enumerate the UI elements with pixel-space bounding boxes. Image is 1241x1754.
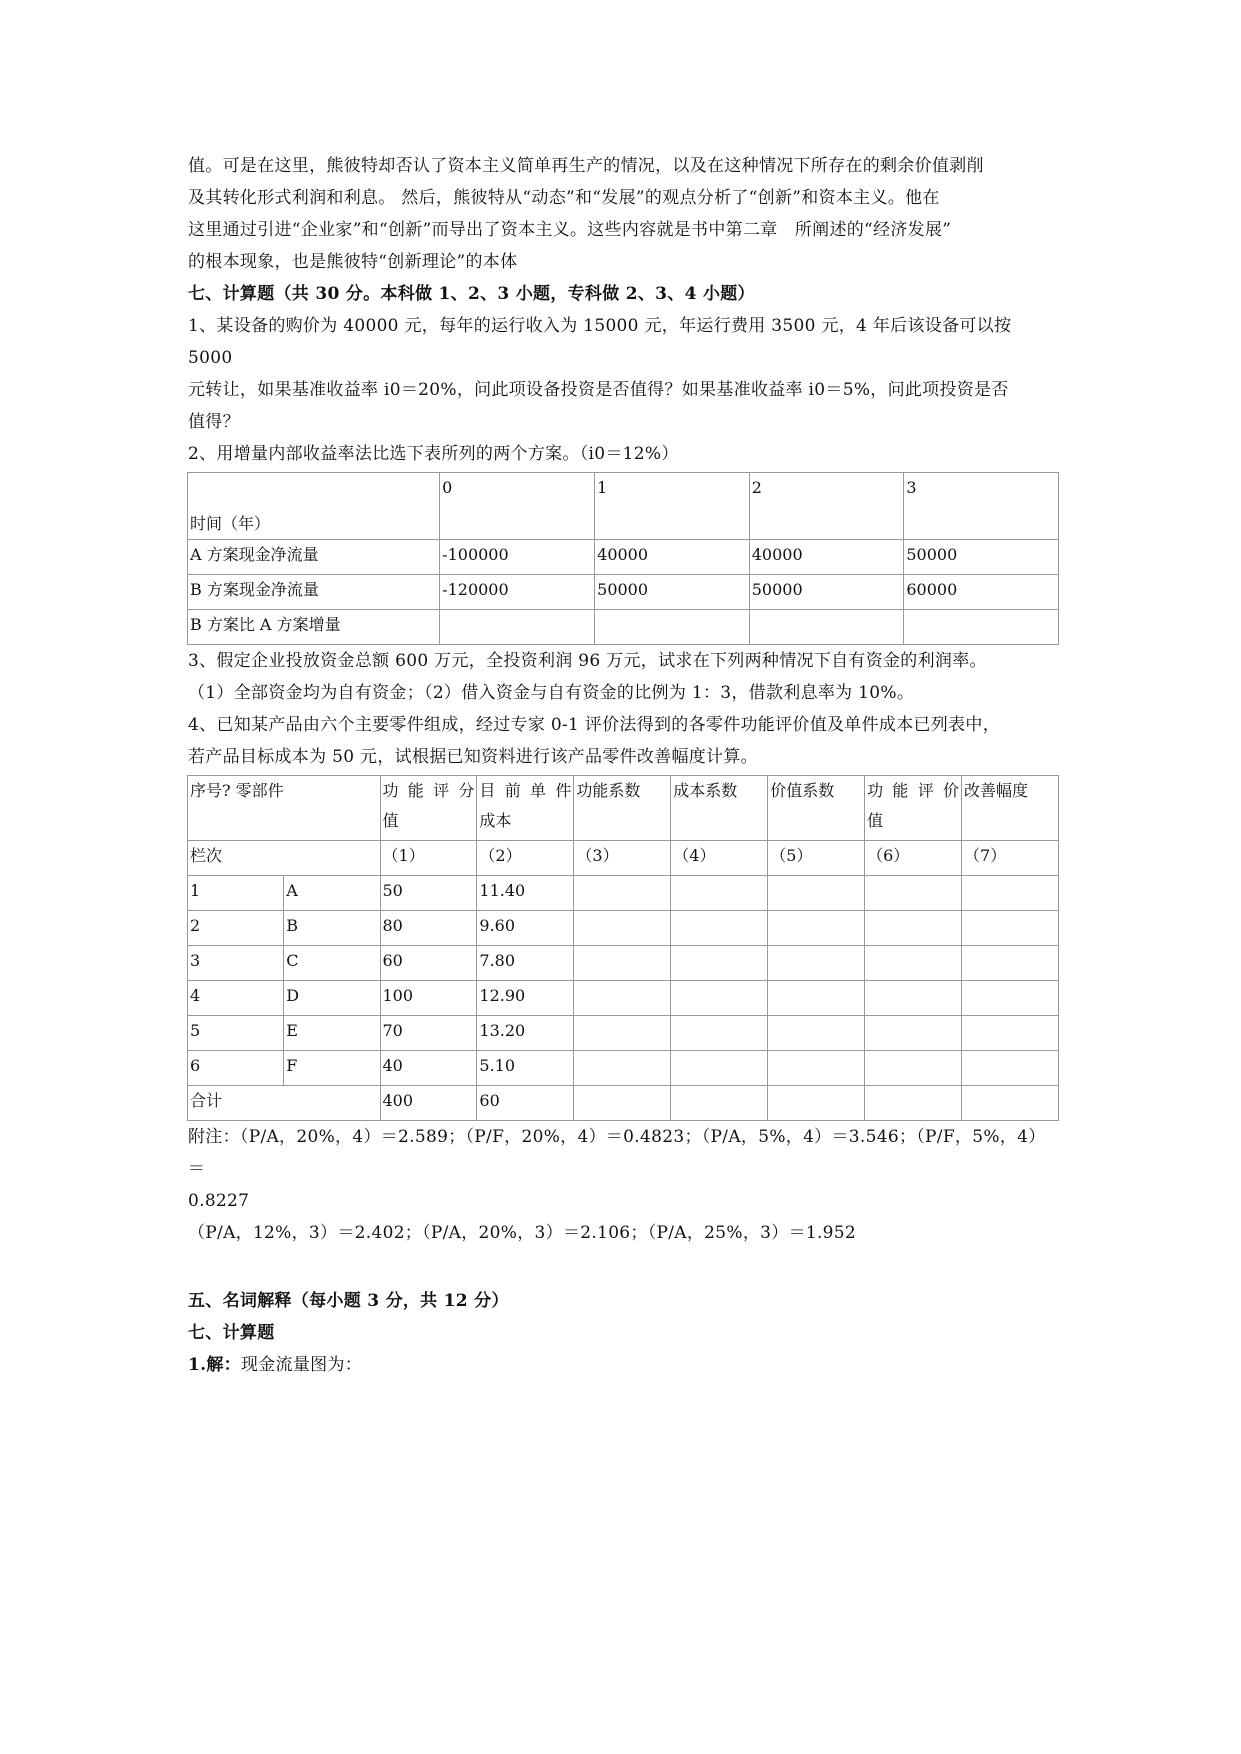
spacer [188, 1249, 1058, 1285]
table-cell: A [284, 876, 380, 911]
table-cell: 60 [380, 946, 477, 981]
table-cell: 3 [188, 946, 284, 981]
table-cell [865, 981, 962, 1016]
table-cell [962, 1051, 1059, 1086]
table-cell [574, 946, 671, 981]
table-cell: 50000 [595, 575, 750, 610]
table-cell: 60000 [904, 575, 1059, 610]
table-cell: 价值系数 [768, 776, 865, 841]
table-cell [574, 911, 671, 946]
table-row [188, 776, 1059, 841]
table-cell: 1 [595, 473, 750, 540]
table-row [188, 473, 1059, 540]
answer-1-number: 1.解： [188, 1355, 241, 1375]
table-cell: 40000 [595, 540, 750, 575]
table-cell [865, 946, 962, 981]
table-cell: 功 能 评 价 值 [865, 776, 962, 841]
table-cell [962, 946, 1059, 981]
question-3-line: （1）全部资金均为自有资金；（2）借入资金与自有资金的比例为 1：3，借款利息率为 10%。 [188, 683, 915, 703]
table-cell: B 方案比 A 方案增量 [188, 610, 440, 645]
table-cell: 50000 [904, 540, 1059, 575]
table-cell: 2 [188, 911, 284, 946]
section-heading-terms: 五、名词解释（每小题 3 分，共 12 分） [188, 1291, 509, 1311]
table-cell: -100000 [440, 540, 595, 575]
table-cell [865, 911, 962, 946]
table-cell: 成本系数 [671, 776, 768, 841]
table-cell: E [284, 1016, 380, 1051]
table-cell [768, 876, 865, 911]
table-cell [962, 1016, 1059, 1051]
answer-1 [188, 1349, 1058, 1381]
table-row [188, 540, 1059, 575]
table-cell: 7.80 [477, 946, 574, 981]
paragraph-line: 值。可是在这里，熊彼特却否认了资本主义简单再生产的情况，以及在这种情况下所存在的剩余价值剥削 [188, 156, 984, 176]
table-cell: D [284, 981, 380, 1016]
section-heading-calculation-answers: 七、计算题 [188, 1323, 275, 1343]
note-line: 附注：（P/A，20%，4）＝2.589；（P/F，20%，4）＝0.4823；（P/A，5%，4）＝3.546；（P/F，5%，4）＝ [188, 1127, 1046, 1179]
table-cell: 合计 [188, 1086, 381, 1121]
table-cell: （4） [671, 841, 768, 876]
table-cell: 50 [380, 876, 477, 911]
table-cell: （2） [477, 841, 574, 876]
table-cell [574, 1086, 671, 1121]
table-cell: （6） [865, 841, 962, 876]
note-line: （P/A，12%，3）＝2.402；（P/A，20%，3）＝2.106；（P/A，25%，3）＝1.952 [188, 1223, 857, 1243]
table-cell: 1 [188, 876, 284, 911]
table-cell [962, 1086, 1059, 1121]
question-4-line: 4、已知某产品由六个主要零件组成，经过专家 0-1 评价法得到的各零件功能评价值及单件成本已列表中， [188, 715, 1000, 735]
table-cell: （1） [380, 841, 477, 876]
table-cell: （5） [768, 841, 865, 876]
table-cell: C [284, 946, 380, 981]
table-cell [440, 610, 595, 645]
table-cell [904, 610, 1059, 645]
table-cell: B 方案现金净流量 [188, 575, 440, 610]
table-cell: 功 能 评 分 值 [380, 776, 477, 841]
value-engineering-table [187, 775, 1059, 1121]
table-cell: 70 [380, 1016, 477, 1051]
table-row [188, 946, 1059, 981]
table-row [188, 610, 1059, 645]
table-cell [865, 1086, 962, 1121]
table-row [188, 876, 1059, 911]
table-cell [962, 876, 1059, 911]
question-1-line: 值得？ [188, 412, 240, 432]
table-cell: 功能系数 [574, 776, 671, 841]
table-cell [962, 911, 1059, 946]
section-heading-calculation: 七、计算题（共 30 分。本科做 1、2、3 小题，专科做 2、3、4 小题） [188, 284, 755, 304]
table-cell [671, 946, 768, 981]
table-cell: 12.90 [477, 981, 574, 1016]
table-cell [962, 981, 1059, 1016]
question-1-line: 元转让，如果基准收益率 i0＝20%，问此项设备投资是否值得？如果基准收益率 i0＝5%，问此项投资是否 [188, 380, 1009, 400]
table-cell: 时间（年） [188, 473, 440, 540]
table-cell [865, 876, 962, 911]
table-cell [865, 1051, 962, 1086]
table-cell [768, 911, 865, 946]
question-2: 2、用增量内部收益率法比选下表所列的两个方案。（i0＝12%） [188, 444, 679, 464]
question-4-line: 若产品目标成本为 50 元，试根据已知资料进行该产品零件改善幅度计算。 [188, 747, 758, 767]
table-row [188, 575, 1059, 610]
table-cell: 栏次 [188, 841, 381, 876]
table-cell [671, 911, 768, 946]
table-cell: 80 [380, 911, 477, 946]
table-cell: 400 [380, 1086, 477, 1121]
table-cell [865, 1016, 962, 1051]
table-cell: 5 [188, 1016, 284, 1051]
table-cell: 100 [380, 981, 477, 1016]
table-cell [671, 1051, 768, 1086]
table-cell: 13.20 [477, 1016, 574, 1051]
table-cell: （3） [574, 841, 671, 876]
paragraph-line: 及其转化形式利润和利息。 然后，熊彼特从“动态”和“发展”的观点分析了“创新”和资本主义。他在 [188, 188, 940, 208]
table-cell: 50000 [749, 575, 904, 610]
table-cell [671, 1086, 768, 1121]
table-cell: 9.60 [477, 911, 574, 946]
table-cell: A 方案现金净流量 [188, 540, 440, 575]
table-cell: F [284, 1051, 380, 1086]
table-cell: 4 [188, 981, 284, 1016]
table-cell [768, 946, 865, 981]
table-cell [768, 1016, 865, 1051]
table-row [188, 1016, 1059, 1051]
table-cell: 改善幅度 [962, 776, 1059, 841]
table-row [188, 911, 1059, 946]
table-cell: 目 前 单 件 成本 [477, 776, 574, 841]
table-cell [574, 1016, 671, 1051]
table-cell [574, 981, 671, 1016]
table-cell: 11.40 [477, 876, 574, 911]
table-cell [671, 1016, 768, 1051]
table-cell [749, 610, 904, 645]
table-row [188, 981, 1059, 1016]
question-3-line: 3、假定企业投放资金总额 600 万元，全投资利润 96 万元，试求在下列两种情况下自有资金的利润率。 [188, 651, 987, 671]
table-cell [768, 981, 865, 1016]
table-cell [574, 1051, 671, 1086]
table-row-total [188, 1086, 1059, 1121]
table-cell: （7） [962, 841, 1059, 876]
question-1-line: 1、某设备的购价为 40000 元，每年的运行收入为 15000 元，年运行费用 3500 元，4 年后该设备可以按 5000 [188, 316, 1012, 368]
table-cell: 6 [188, 1051, 284, 1086]
table-cell: 序号? 零部件 [188, 776, 381, 841]
table-cell: -120000 [440, 575, 595, 610]
document-page [188, 150, 1058, 1381]
table-cell: 40 [380, 1051, 477, 1086]
table-cell [671, 876, 768, 911]
table-cell [595, 610, 750, 645]
table-cell: 40000 [749, 540, 904, 575]
table-cell: 60 [477, 1086, 574, 1121]
table-cell [768, 1086, 865, 1121]
table-cell: 5.10 [477, 1051, 574, 1086]
table-cell: 3 [904, 473, 1059, 540]
table-cell [768, 1051, 865, 1086]
table-cell: B [284, 911, 380, 946]
table-cell: 0 [440, 473, 595, 540]
table-row [188, 841, 1059, 876]
note-line: 0.8227 [188, 1191, 250, 1211]
paragraph-line: 的根本现象，也是熊彼特“创新理论”的本体 [188, 252, 518, 272]
table-cell [574, 876, 671, 911]
answer-1-text: 现金流量图为： [240, 1355, 363, 1375]
paragraph-line: 这里通过引进“企业家”和“创新”而导出了资本主义。这些内容就是书中第二章 所阐述的“经济发展” [188, 220, 952, 240]
table-cell: 2 [749, 473, 904, 540]
table-row [188, 1051, 1059, 1086]
table-cell [671, 981, 768, 1016]
cash-flow-table [187, 472, 1059, 645]
